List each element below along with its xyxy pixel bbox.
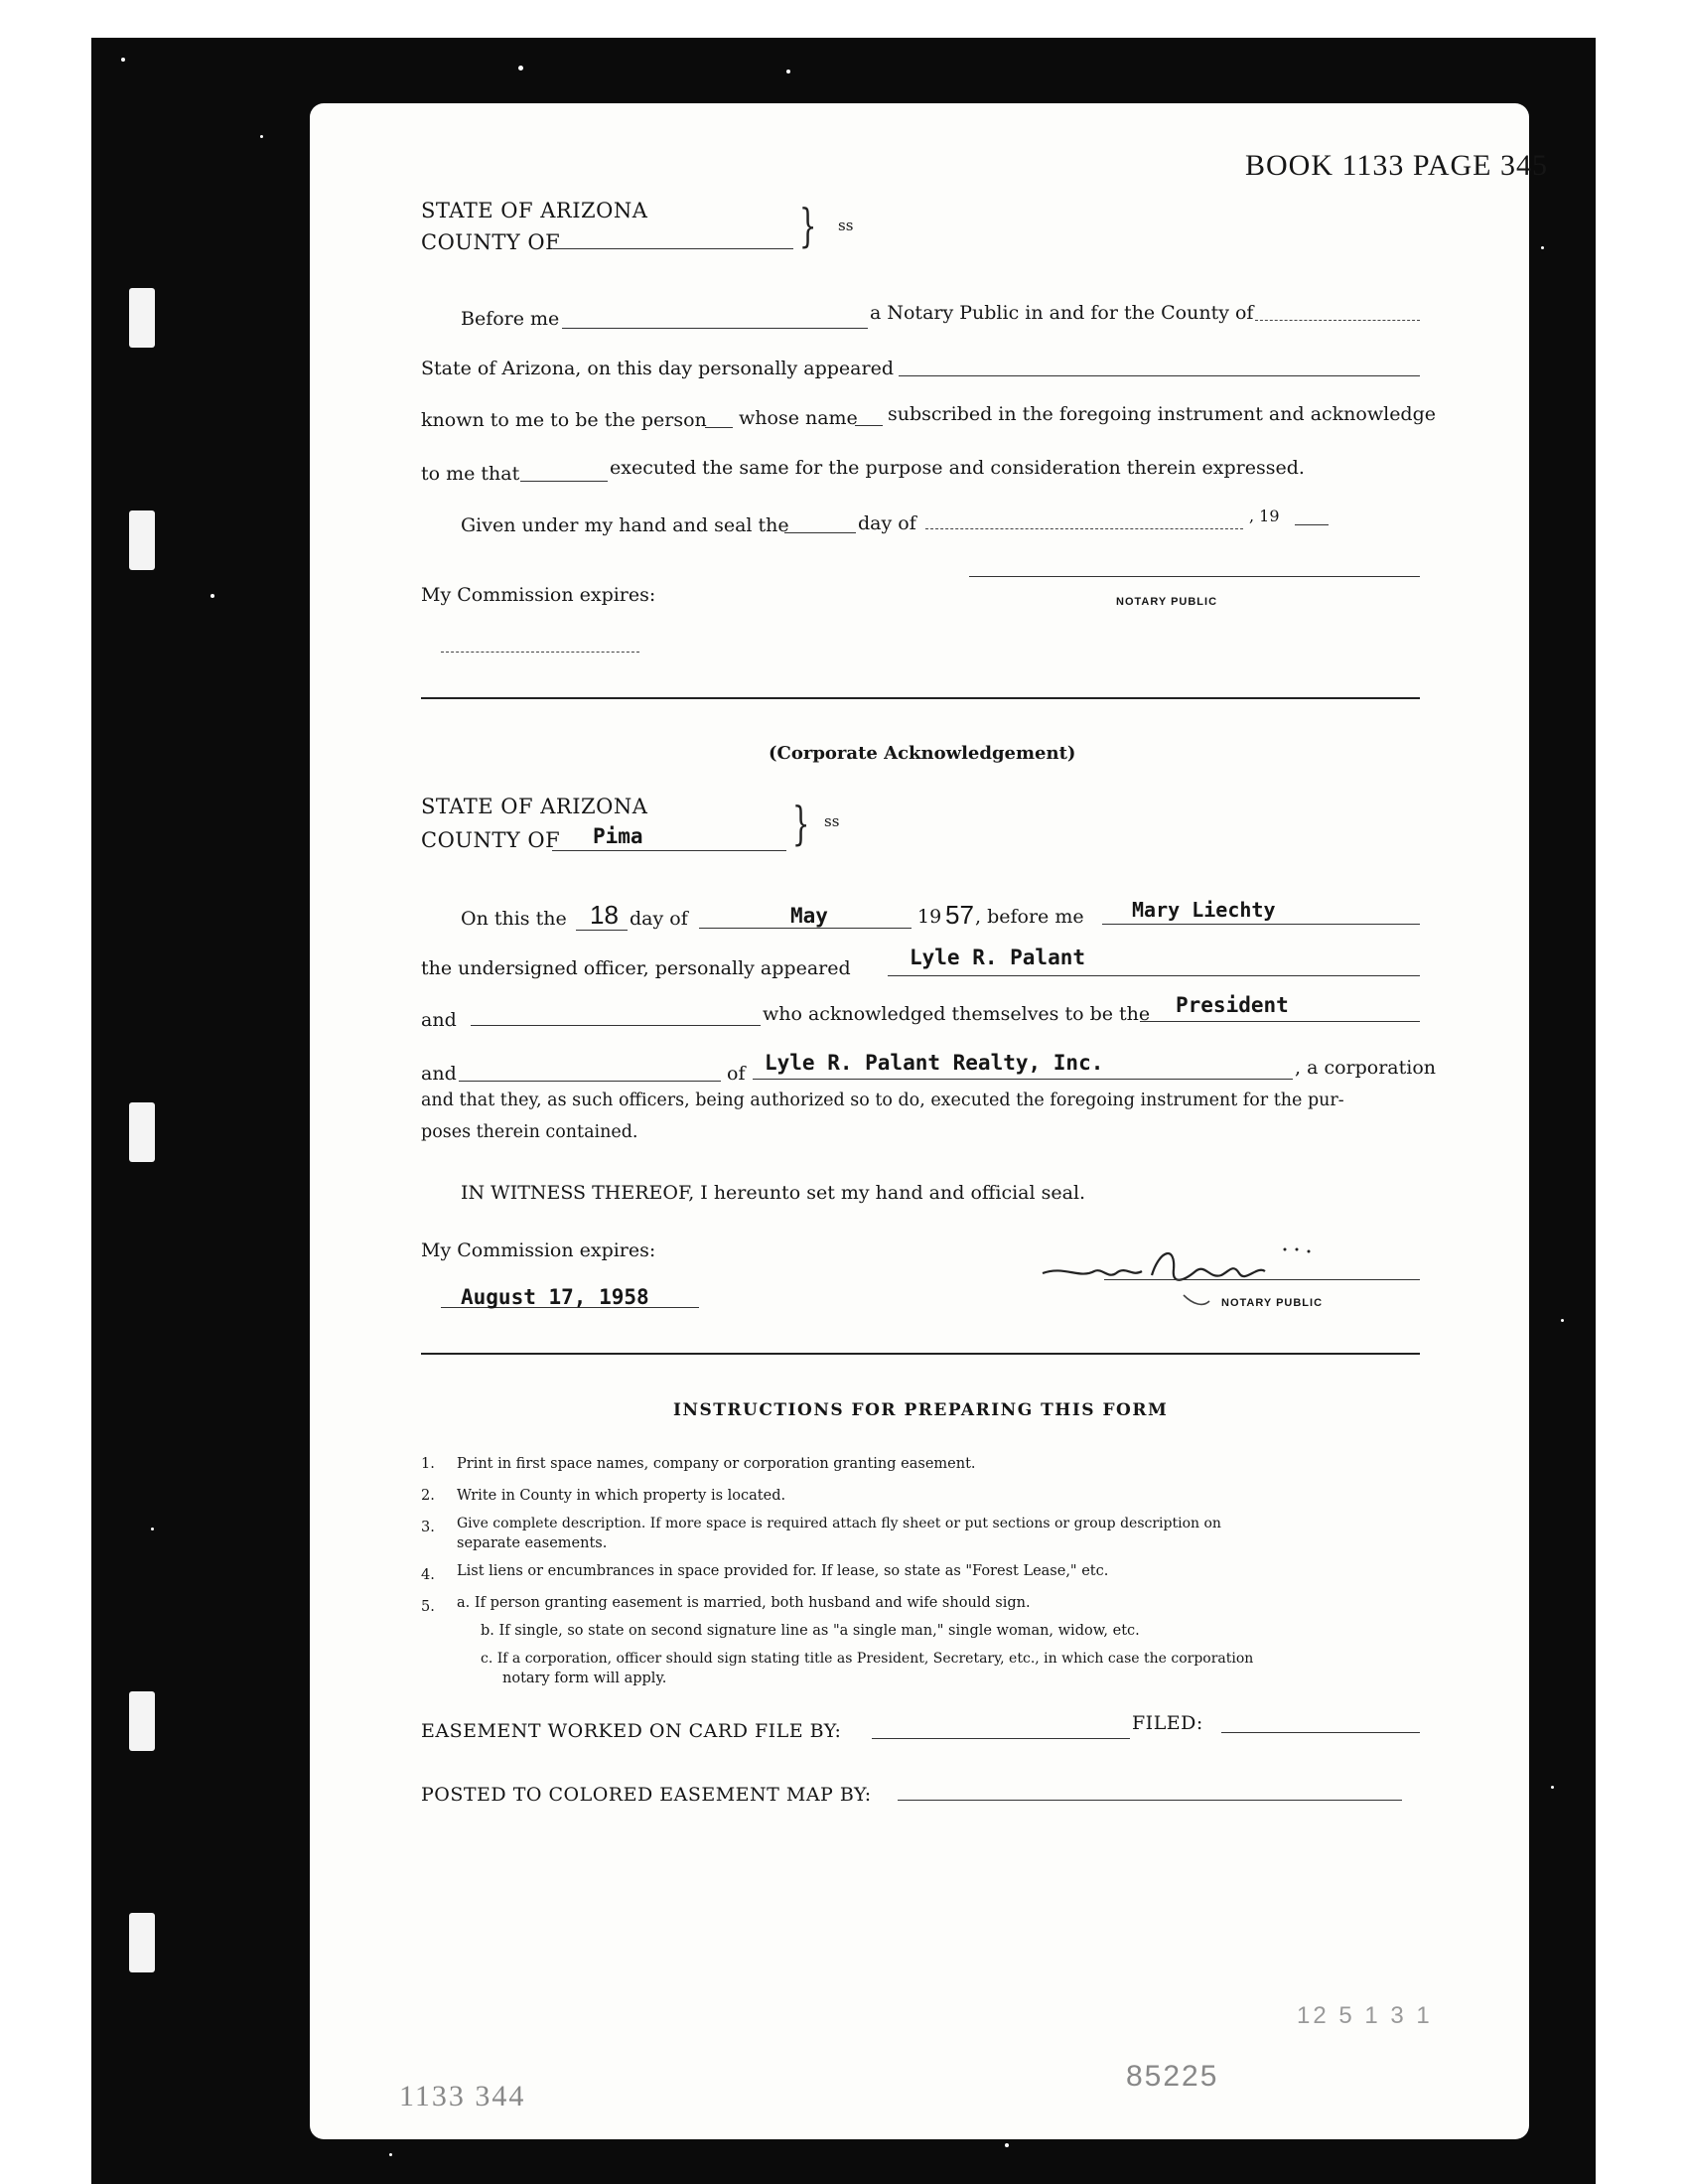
day-of-label: day of [630, 908, 688, 930]
posted-label: POSTED TO COLORED EASEMENT MAP BY: [421, 1784, 872, 1806]
card-file-label: EASEMENT WORKED ON CARD FILE BY: [421, 1720, 842, 1742]
film-speck [151, 1528, 154, 1530]
month-blank [925, 528, 1243, 529]
sprocket-hole [129, 1102, 155, 1162]
commission-date-blank [441, 652, 639, 653]
executed-blank [520, 481, 608, 482]
notary-signature [1035, 1236, 1372, 1325]
corp-county-label: COUNTY OF [421, 828, 561, 852]
instruction-text: a. If person granting easement is married, both husband and wife should sign. [457, 1595, 1031, 1611]
document-page [310, 103, 1548, 2139]
instruction-text: Write in County in which property is located. [457, 1488, 786, 1504]
instruction-number: 1. [421, 1456, 435, 1472]
corp-ss-label: ss [824, 812, 840, 830]
film-speck [1005, 2143, 1009, 2147]
card-file-blank [872, 1738, 1130, 1739]
book-page-stamp: BOOK 1133 PAGE 345 [1245, 149, 1548, 182]
instruction-text: List liens or encumbrances in space provided for. If lease, so state as "Forest Lease," etc. [457, 1563, 1109, 1579]
appeared-blank [899, 375, 1420, 376]
notary-name-value: Mary Liechty [1132, 898, 1276, 922]
subscribed-label: subscribed in the foregoing instrument and acknowledge [888, 403, 1437, 425]
given-under-label: Given under my hand and seal the [461, 514, 789, 536]
month-value: May [790, 904, 828, 928]
notary-for-county-label: a Notary Public in and for the County of [870, 302, 1254, 324]
corp-state-label: STATE OF ARIZONA [421, 795, 648, 818]
whose-name-label: whose name [739, 407, 858, 429]
bottom-center-stamp: 85225 [1126, 2060, 1219, 2093]
instruction-number: 5. [421, 1599, 435, 1615]
instruction-text-cont: separate easements. [457, 1535, 608, 1551]
film-speck [389, 2153, 392, 2156]
executed-label: executed the same for the purpose and consideration therein expressed. [610, 457, 1305, 479]
instructions-title: INSTRUCTIONS FOR PREPARING THIS FORM [673, 1400, 1169, 1420]
county-blank [553, 248, 793, 249]
commission-date-value: August 17, 1958 [461, 1285, 649, 1309]
bottom-right-stamp: 12 5 1 3 1 [1297, 2002, 1433, 2029]
instruction-sub-c-cont: notary form will apply. [502, 1671, 667, 1686]
instruction-text: Print in first space names, company or corporation granting easement. [457, 1456, 976, 1472]
corp-notary-public-label: NOTARY PUBLIC [1221, 1297, 1324, 1309]
witness-text: IN WITNESS THEREOF, I hereunto set my hand and official seal. [461, 1182, 1086, 1204]
instruction-number: 4. [421, 1567, 435, 1583]
bottom-left-stamp: 1133 344 [399, 2080, 526, 2112]
film-speck [1541, 246, 1544, 249]
film-speck [210, 594, 214, 598]
instruction-sub-b: b. If single, so state on second signature line as "a single man," single woman, widow, etc. [481, 1623, 1140, 1639]
corporate-title: (Corporate Acknowledgement) [769, 743, 1076, 764]
title-blank [1140, 1021, 1420, 1022]
officer-name-blank [888, 975, 1420, 976]
second-officer-blank [471, 1025, 761, 1026]
film-speck [121, 58, 125, 62]
film-speck [518, 66, 523, 71]
of-label: of [727, 1063, 746, 1085]
day-blank [784, 532, 856, 533]
year-label: , 19 [1249, 507, 1280, 525]
notary-signature-line [969, 576, 1420, 577]
acknowledged-label: who acknowledged themselves to be the [763, 1003, 1151, 1025]
year-blank [1295, 524, 1329, 525]
instruction-number: 3. [421, 1520, 435, 1535]
day-value: 18 [590, 900, 619, 930]
sprocket-hole [129, 288, 155, 348]
county-of-blank [1255, 320, 1420, 321]
company-blank [753, 1079, 1293, 1080]
instruction-text: Give complete description. If more space is required attach fly sheet or put sections or group description on [457, 1516, 1221, 1531]
film-speck [786, 70, 790, 73]
film-speck [260, 135, 263, 138]
notary-name-blank [1102, 924, 1420, 925]
corp-commission-label: My Commission expires: [421, 1239, 656, 1261]
film-speck [1561, 1319, 1564, 1322]
instruction-number: 2. [421, 1488, 435, 1504]
before-me-label: Before me [461, 308, 560, 330]
filed-blank [1221, 1732, 1420, 1733]
person-blank [705, 427, 733, 428]
state-appeared-label: State of Arizona, on this day personally appeared [421, 358, 894, 379]
second-title-blank [459, 1081, 721, 1082]
corp-county-value: Pima [593, 824, 643, 848]
name-blank [855, 425, 883, 426]
corp-notary-signature-line [1104, 1279, 1420, 1280]
on-this-the-label: On this the [461, 908, 567, 930]
title-value: President [1176, 993, 1289, 1017]
film-speck [1551, 1786, 1554, 1789]
and2-label: and [421, 1063, 457, 1085]
filed-label: FILED: [1132, 1712, 1203, 1734]
section-divider [421, 697, 1420, 699]
before-me-label: , before me [975, 906, 1084, 928]
and-label: and [421, 1009, 457, 1031]
officer-name-value: Lyle R. Palant [910, 946, 1086, 969]
posted-blank [898, 1800, 1402, 1801]
ss-label: ss [838, 217, 854, 234]
notary-public-label: NOTARY PUBLIC [1116, 596, 1218, 608]
sprocket-hole [129, 1691, 155, 1751]
instruction-sub-c: c. If a corporation, officer should sign stating title as President, Secretary, etc., in which case the corporation [481, 1651, 1254, 1667]
county-label: COUNTY OF [421, 230, 561, 254]
brace: } [798, 199, 817, 252]
officers-text: and that they, as such officers, being authorized so to do, executed the foregoing instrument for the pur- [421, 1091, 1344, 1110]
a-corporation-label: , a corporation [1295, 1057, 1437, 1079]
notary-name-blank [562, 328, 868, 329]
year-prefix-label: 19 [917, 906, 942, 928]
section-divider [421, 1353, 1420, 1355]
poses-text: poses therein contained. [421, 1122, 638, 1142]
brace: } [791, 797, 810, 850]
undersigned-label: the undersigned officer, personally appeared [421, 957, 851, 979]
to-me-that-label: to me that [421, 463, 520, 485]
state-label: STATE OF ARIZONA [421, 199, 648, 222]
sprocket-hole [129, 510, 155, 570]
year-value: 57 [945, 900, 974, 930]
corp-county-blank [552, 850, 786, 851]
day-of-label: day of [858, 512, 916, 534]
sprocket-hole [129, 1913, 155, 1972]
month-blank [699, 928, 912, 929]
commission-expires-label: My Commission expires: [421, 584, 656, 606]
company-value: Lyle R. Palant Realty, Inc. [765, 1051, 1104, 1075]
known-to-me-label: known to me to be the person [421, 409, 707, 431]
